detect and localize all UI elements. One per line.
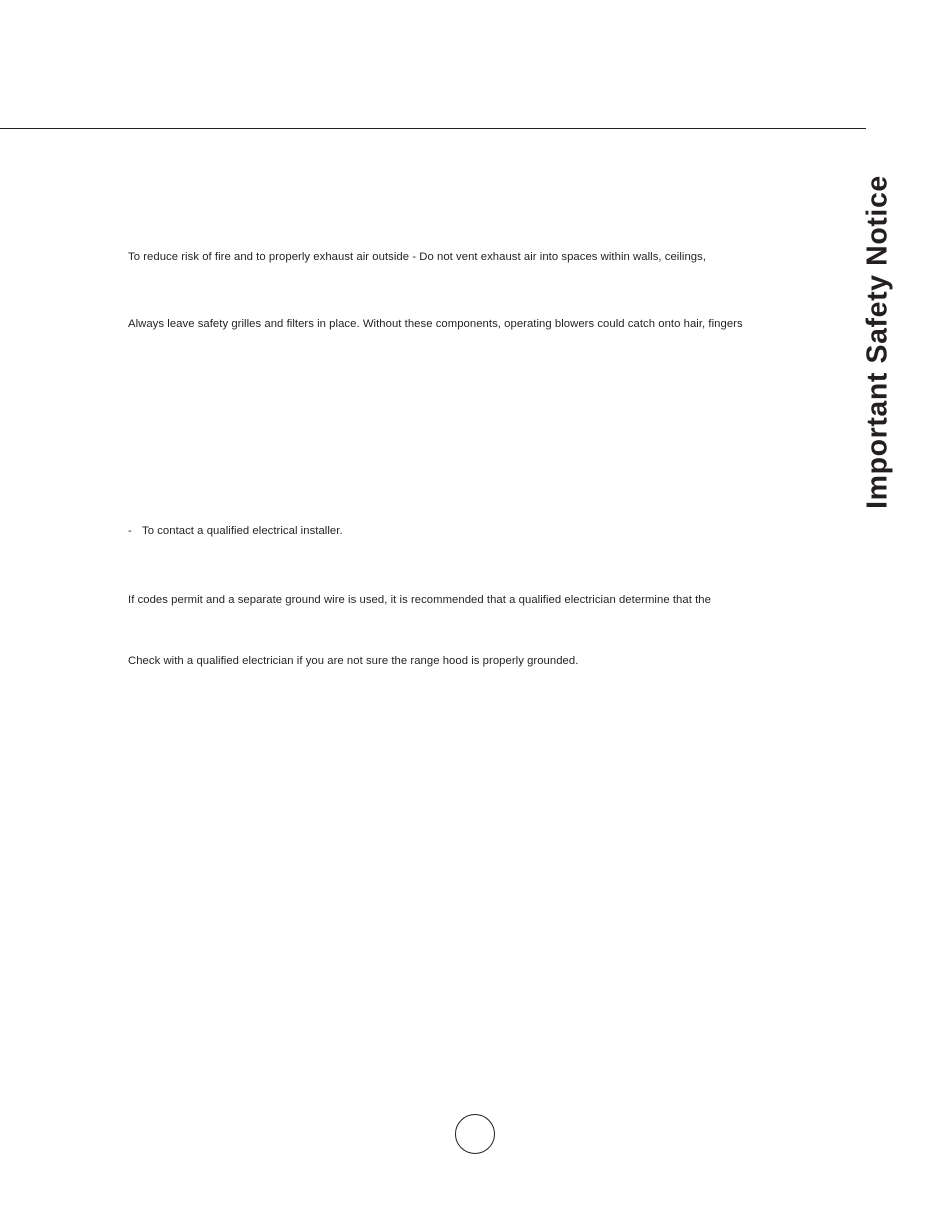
bullet-marker: - — [128, 525, 132, 537]
section-side-title: Important Safety Notice — [861, 175, 894, 509]
bullet-item-electrical-installer — [128, 524, 343, 538]
paragraph-safety-grilles: Always leave safety grilles and filters in place. Without these components, operating blowers could catch onto hair, fingers — [128, 318, 743, 330]
bullet-text: To contact a qualified electrical installer. — [142, 525, 343, 537]
header-rule — [0, 128, 866, 129]
paragraph-ground-wire: If codes permit and a separate ground wire is used, it is recommended that a qualified electrician determine that the — [128, 594, 711, 606]
page-number-circle — [455, 1114, 495, 1154]
paragraph-check-grounding: Check with a qualified electrician if you are not sure the range hood is properly grounded. — [128, 655, 579, 667]
paragraph-vent-exhaust: To reduce risk of fire and to properly exhaust air outside - Do not vent exhaust air into spaces within walls, ceilings, — [128, 251, 707, 263]
